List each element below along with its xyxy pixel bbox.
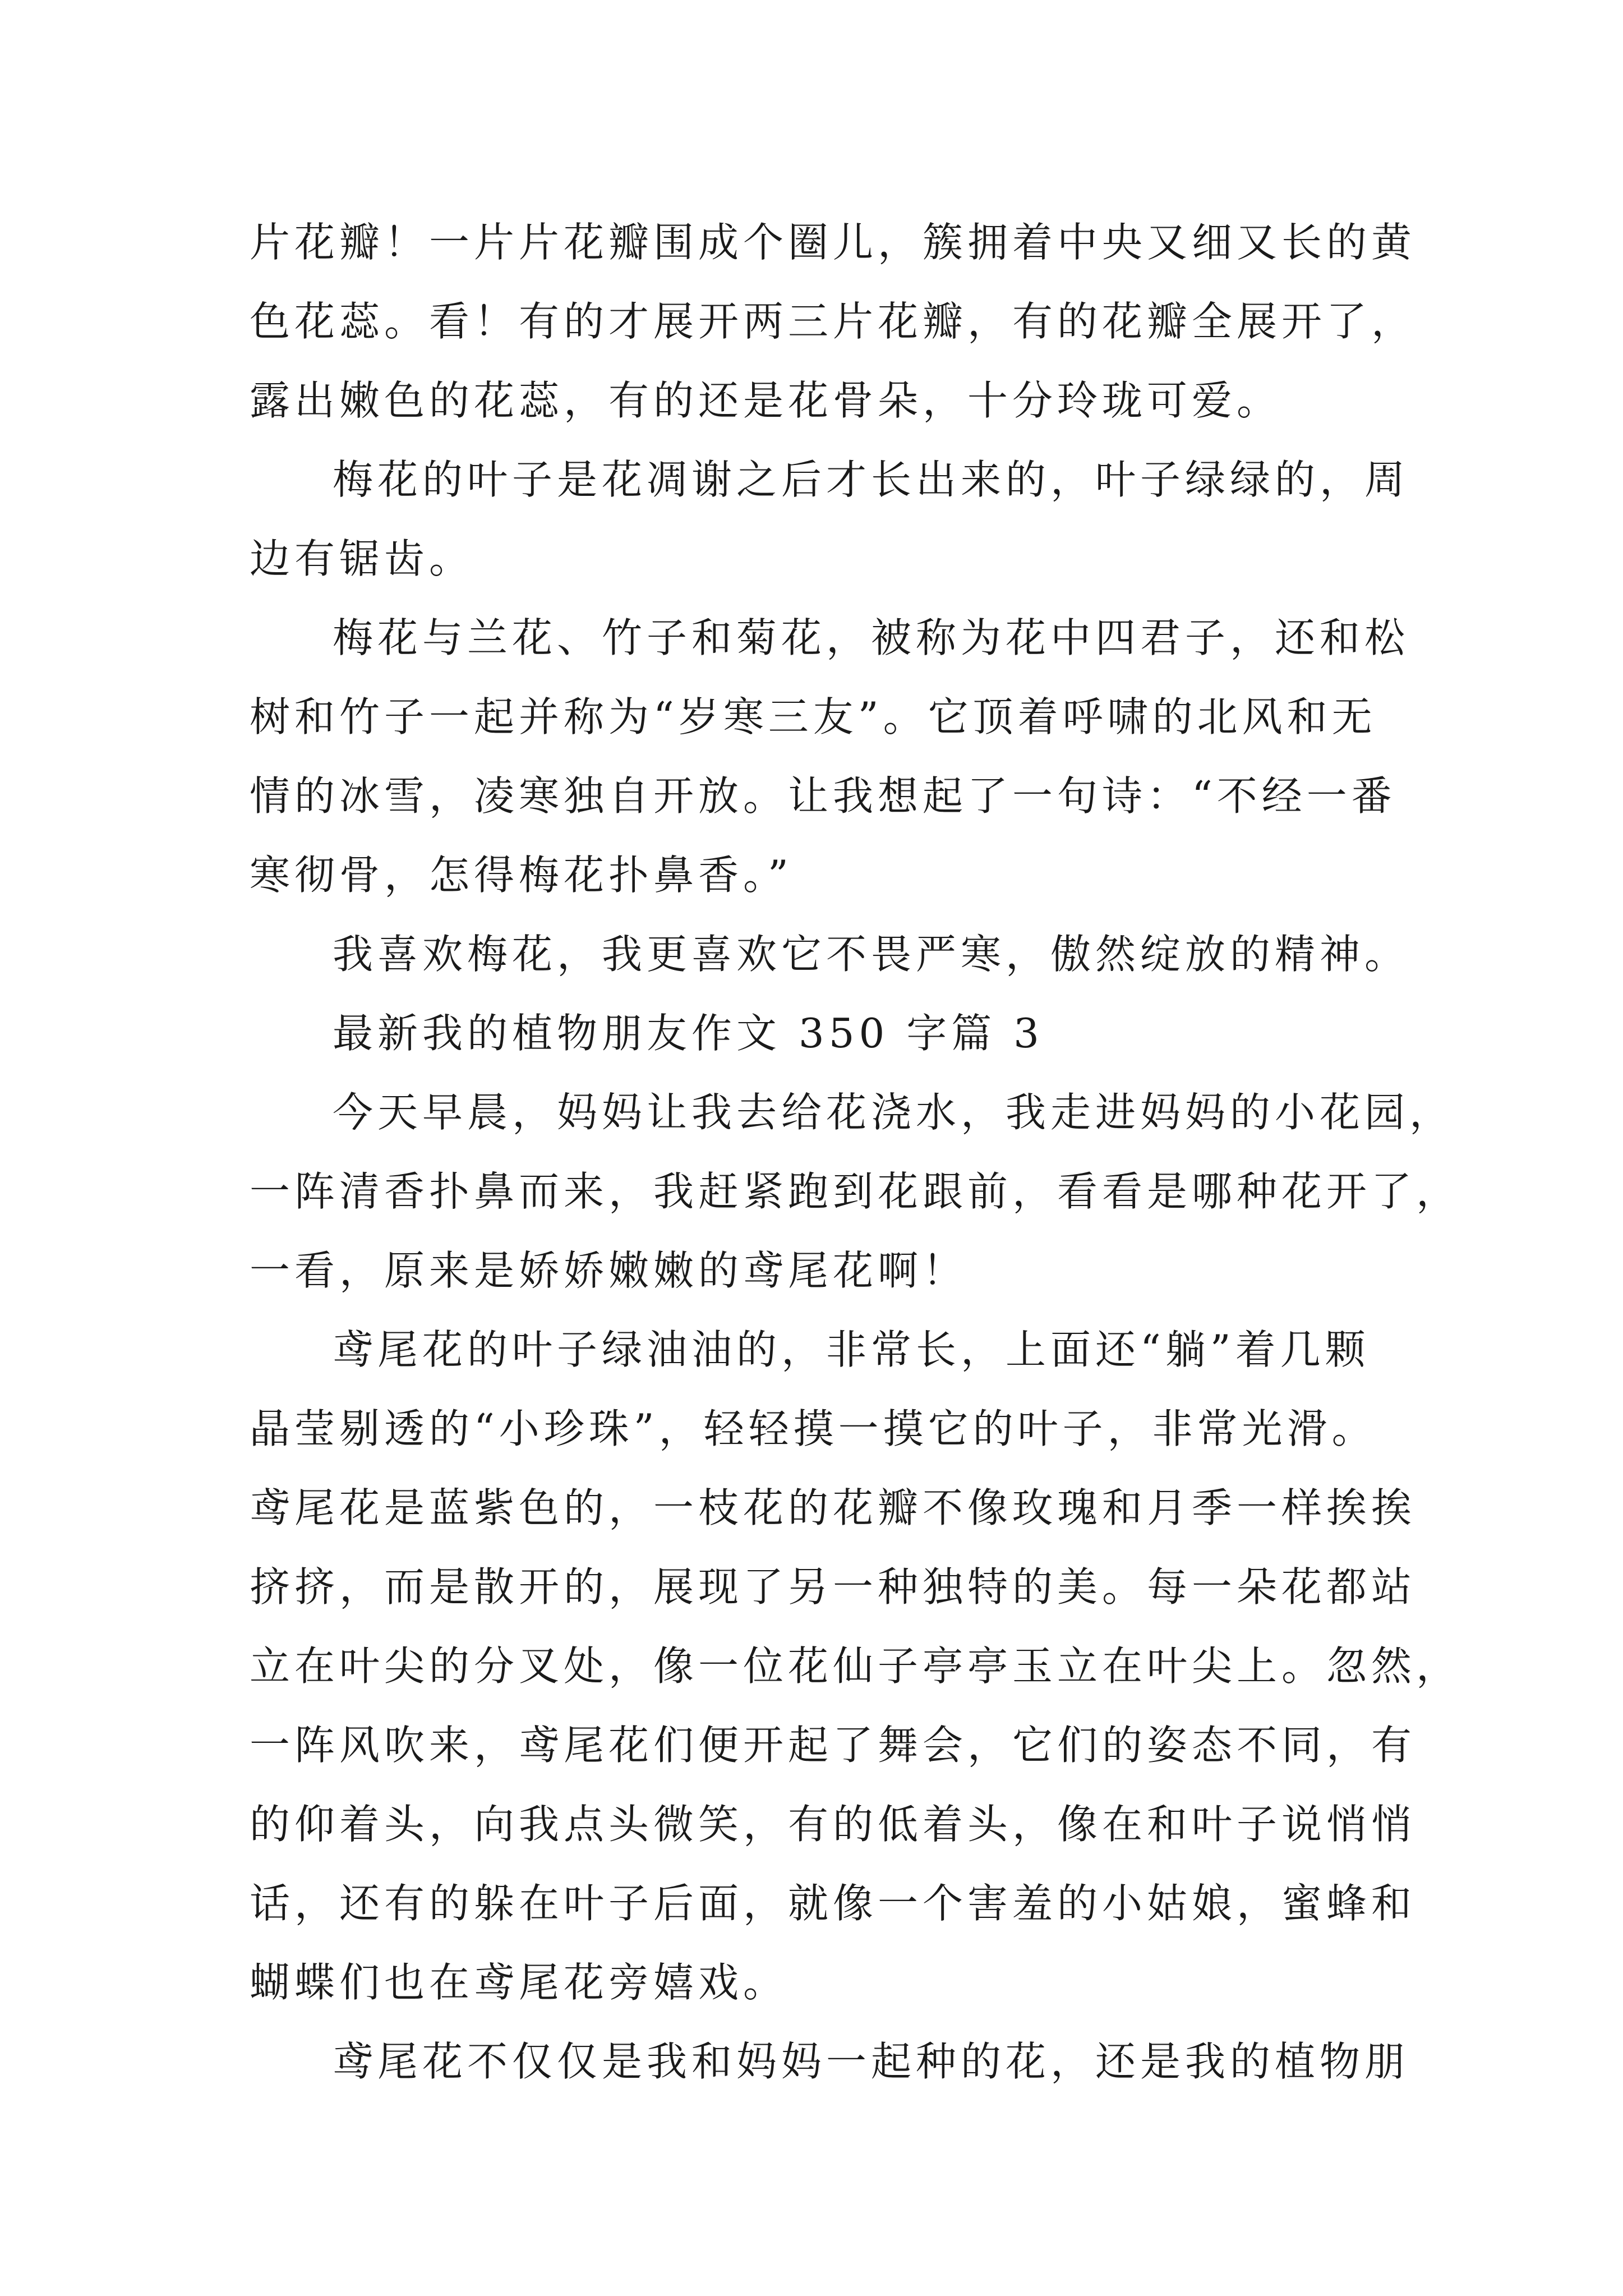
text-line-20: 一阵风吹来，鸢尾花们便开起了舞会，它们的姿态不同，有 bbox=[250, 1722, 1417, 1769]
text-line-7: 树和竹子一起并称为“岁寒三友”。它顶着呼啸的北风和无 bbox=[250, 693, 1377, 740]
text-line-9: 寒彻骨，怎得梅花扑鼻香。” bbox=[250, 852, 793, 899]
text-line-19: 立在叶尖的分叉处，像一位花仙子亭亭玉立在叶尖上。忽然， bbox=[250, 1642, 1461, 1690]
text-line-21: 的仰着头，向我点头微笑，有的低着头，像在和叶子说悄悄 bbox=[250, 1801, 1417, 1848]
text-line-24: 鸢尾花不仅仅是我和妈妈一起种的花，还是我的植物朋 bbox=[333, 2038, 1410, 2085]
text-line-14: 一看，原来是娇娇嫩嫩的鸢尾花啊！ bbox=[250, 1247, 968, 1294]
text-line-5: 边有锯齿。 bbox=[250, 535, 474, 582]
text-line-3: 露出嫩色的花蕊，有的还是花骨朵，十分玲珑可爱。 bbox=[250, 377, 1282, 424]
text-line-15: 鸢尾花的叶子绿油油的，非常长，上面还“躺”着几颗 bbox=[333, 1326, 1370, 1373]
text-line-10: 我喜欢梅花，我更喜欢它不畏严寒，傲然绽放的精神。 bbox=[333, 931, 1410, 978]
document-body bbox=[250, 203, 1461, 2101]
text-line-1: 片花瓣！一片片花瓣围成个圈儿，簇拥着中央又细又长的黄 bbox=[250, 219, 1417, 266]
text-line-16: 晶莹剔透的“小珍珠”，轻轻摸一摸它的叶子，非常光滑。 bbox=[250, 1405, 1377, 1452]
text-line-17: 鸢尾花是蓝紫色的，一枝花的花瓣不像玫瑰和月季一样挨挨 bbox=[250, 1484, 1417, 1531]
text-line-13: 一阵清香扑鼻而来，我赶紧跑到花跟前，看看是哪种花开了， bbox=[250, 1168, 1461, 1215]
text-line-4: 梅花的叶子是花凋谢之后才长出来的，叶子绿绿的，周 bbox=[333, 456, 1410, 503]
text-line-8: 情的冰雪，凌寒独自开放。让我想起了一句诗：“不经一番 bbox=[250, 772, 1396, 820]
text-line-18: 挤挤，而是散开的，展现了另一种独特的美。每一朵花都站 bbox=[250, 1563, 1417, 1611]
text-line-22: 话，还有的躲在叶子后面，就像一个害羞的小姑娘，蜜蜂和 bbox=[250, 1880, 1417, 1927]
text-line-12: 今天早晨，妈妈让我去给花浇水，我走进妈妈的小花园， bbox=[333, 1089, 1455, 1136]
text-line-2: 色花蕊。看！有的才展开两三片花瓣，有的花瓣全展开了， bbox=[250, 298, 1417, 345]
section-heading: 最新我的植物朋友作文 350 字篇 3 bbox=[333, 1010, 1044, 1057]
text-line-23: 蝴蝶们也在鸢尾花旁嬉戏。 bbox=[250, 1959, 789, 2006]
text-line-6: 梅花与兰花、竹子和菊花，被称为花中四君子，还和松 bbox=[333, 614, 1410, 661]
